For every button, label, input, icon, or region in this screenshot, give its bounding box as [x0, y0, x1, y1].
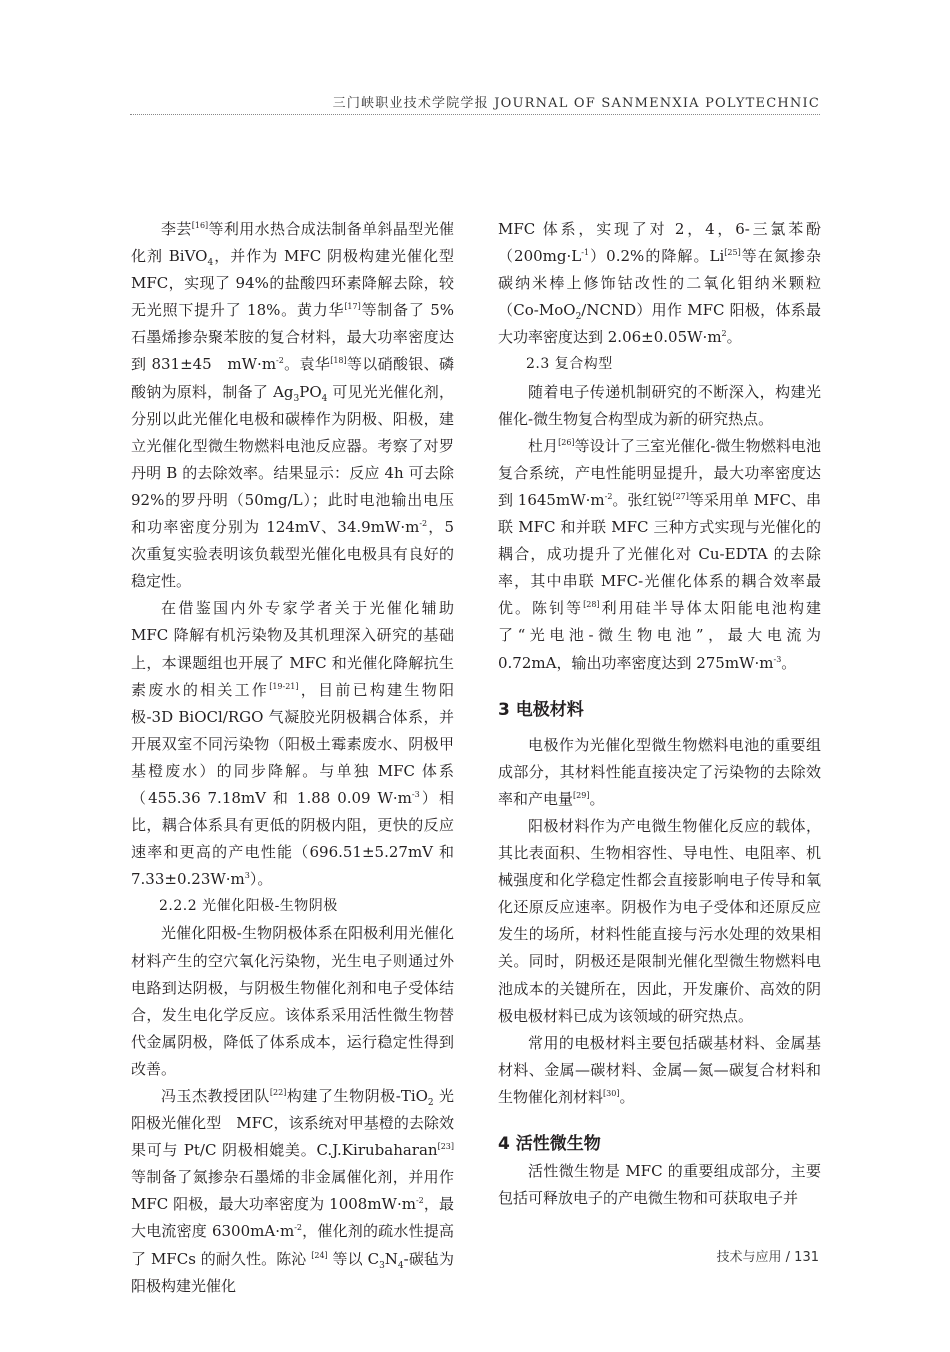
left-column: [131, 216, 454, 1300]
paragraph: 在借鉴国内外专家学者关于光催化辅助 MFC 降解有机污染物及其机理深入研究的基础上，本课题组也开展了 MFC 和光催化降解抗生素废水的相关工作[19-21]，目前已构建生物阳极-3D BiOCl/RGO 气凝胶光阴极耦合体系，并开展双室不同污染物（阳极土霉素废水、阴极甲基橙废水）的同步降解。与单独 MFC 体系（455.36 7.18mV 和 1.88 0.09 $W\cdot m^{-3}$）相比，耦合体系具有更低的阴极内阻，更快的反应速率和更高的产电性能（696.51±5.27mV 和 $7.33\pm 0.23W\cdot m^3$）。: [131, 599, 454, 889]
page-number: 131: [794, 1250, 819, 1265]
paragraph: 阳极材料作为产电微生物催化反应的载体，其比表面积、生物相容性、导电性、电阻率、机械强度和化学稳定性都会直接影响电子传导和氧化还原反应速率。阴极作为电子受体和还原反应发生的场所，材料性能直接与污水处理的效果相关。同时，阴极还是限制光催化型微生物燃料电池成本的关键所在，因此，开发廉价、高效的阴极电极材料已成为该领域的研究热点。: [498, 816, 821, 1025]
paragraph: 常用的电极材料主要包括碳基材料、金属基材料、金属—碳材料、金属—氮—碳复合材料和生物催化剂材料[30]。: [498, 1033, 821, 1106]
section-heading: 4 活性微生物: [498, 1134, 601, 1154]
running-header: 三门峡职业技术学院学报 JOURNAL OF SANMENXIA POLYTECHNIC: [332, 96, 820, 111]
paragraph: 活性微生物是 MFC 的重要组成部分，主要包括可释放电子的产电微生物和可获取电子并: [498, 1162, 821, 1208]
page-footer: [716, 1246, 819, 1265]
paragraph: 杜月[26]等设计了三室光催化-微生物燃料电池复合系统，产电性能明显提升，最大功率密度达到 $1645mW\cdot m^{-2}$。张红锐[27]等采用单 MFC、串联 MFC 和并联 MFC 三种方式实现与光催化的耦合，成功提升了光催化对 Cu-EDTA 的去除率，其中串联 MFC-光催化体系的耦合效率最优。陈钊等[28]利用硅半导体太阳能电池构建了“光电池-微生物电池”，最大电流为 0.72mA，输出功率密度达到 $275mW\cdot m^{-3}$。: [498, 436, 821, 672]
paragraph: 随着电子传递机制研究的不断深入，构建光催化-微生物复合构型成为新的研究热点。: [498, 382, 821, 428]
footer-separator: /: [785, 1250, 791, 1265]
paragraph: 电极作为光催化型微生物燃料电池的重要组成部分，其材料性能直接决定了污染物的去除效率和产电量[29]。: [498, 735, 821, 808]
subsection-heading: 2.2.2 光催化阳极-生物阴极: [159, 898, 338, 915]
section-heading: 3 电极材料: [498, 699, 584, 720]
paragraph: MFC 体系，实现了对 2，4，6-三氯苯酚$(200mg\cdot L^{-1})0.2\%$的降解。Li[25]等在氮掺杂碳纳米棒上修饰钴改性的二氧化钼纳米颗粒（Co-MoO$_2$/NCND）用作 MFC 阳极，体系最大功率密度达到 $2.06\pm 0.05W\cdot m^2$。: [498, 220, 822, 347]
paragraph: 李芸[16]等利用水热合成法制备单斜晶型光催化剂 BiVO$_4$，并作为 MFC 阴极构建光催化型 MFC，实现了 94%的盐酸四环素降解去除，较无光照下提升了 18%。黄力华[17]等制备了 5%石墨烯掺杂聚苯胺的复合材料，最大功率密度达到 831±45 $mW\cdot m^{-2}$。袁华[18]等以硝酸银、磷酸钠为原料，制备了 $Ag_3PO_4$ 可见光光催化剂，分别以此光催化电极和碳棒作为阴极、阳极，建立光催化型微生物燃料电池反应器。考察了对罗丹明 B 的去除效率。结果显示：反应 4h 可去除 92%的罗丹明（50mg/L）；此时电池输出电压和功率密度分别为 124mV、$34.9mW\cdot m^{-2}$，5 次重复实验表明该负载型光催化电极具有良好的稳定性。: [131, 220, 455, 591]
paragraph: 冯玉杰教授团队[22]构建了生物阴极-TiO$_2$ 光阳极光催化型 MFC，该系统对甲基橙的去除效果可与 Pt/C 阴极相媲美。C.J.Kirubaharan[23]等制备了氮掺杂石墨烯的非金属催化剂，并用作 MFC 阳极，最大功率密度为 $1008mW\cdot m^{-2}$，最大电流密度 $6300mA\cdot m^{-2}$，催化剂的疏水性提高了 MFCs 的耐久性。陈沁 [24] 等以 $C_3N_4-$碳毡为阳极构建光催化: [131, 1087, 454, 1295]
paragraph: 光催化阳极-生物阴极体系在阳极利用光催化材料产生的空穴氧化污染物，光生电子则通过外电路到达阴极，与阴极生物催化剂和电子受体结合，发生电化学反应。该体系采用活性微生物替代金属阴极，降低了体系成本，运行稳定性得到改善。: [131, 924, 454, 1078]
footer-label: 技术与应用: [716, 1250, 782, 1265]
subsection-heading: 2.3 复合构型: [526, 356, 613, 373]
right-column: [498, 216, 821, 1212]
header-divider: [130, 114, 820, 115]
